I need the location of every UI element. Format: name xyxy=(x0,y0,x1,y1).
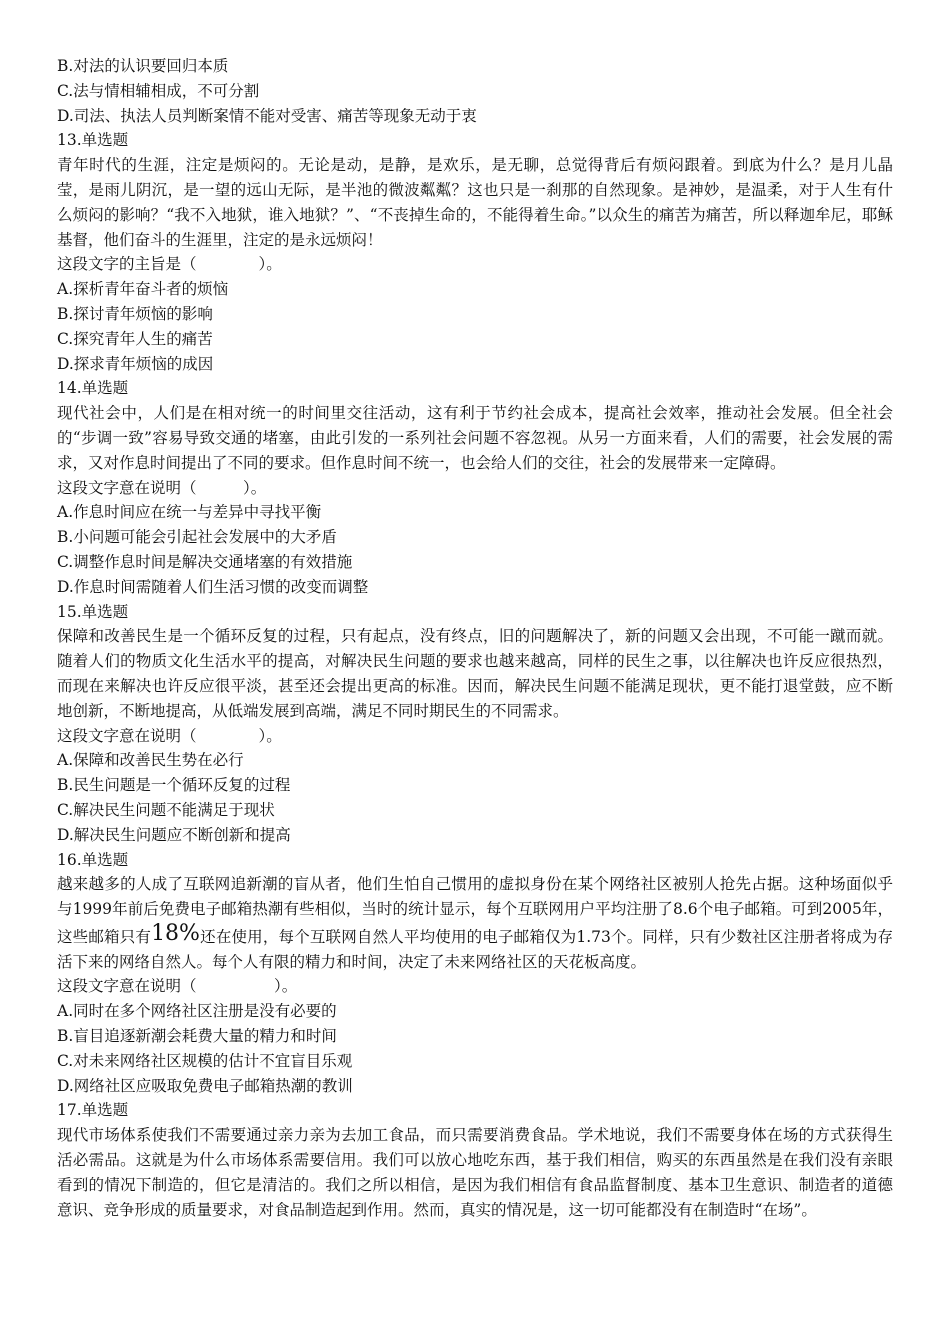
question-16-passage xyxy=(57,872,893,974)
question-15-option-c[interactable]: C.解决民生问题不能满足于现状 xyxy=(57,800,275,819)
question-16-passage-part-a: 越来越多的人成了互联网追新潮的盲从者，他们生怕自己惯用的虚拟身份在某个网络社区被别人抢先占据。这种场面似乎与1999年前后免费电子邮箱热潮有些相似，当时的统计显示，每个互联网用户平均注册了8.6个电子邮箱。可到2005年，这些邮箱只有 xyxy=(57,875,893,946)
question-15-stem: 这段文字意在说明（ ）。 xyxy=(57,726,282,745)
question-13-option-c[interactable]: C.探究青年人生的痛苦 xyxy=(57,329,213,348)
question-16-header: 16.单选题 xyxy=(57,850,129,869)
question-14-option-b[interactable]: B.小问题可能会引起社会发展中的大矛盾 xyxy=(57,528,337,547)
question-15-passage: 保障和改善民生是一个循环反复的过程，只有起点，没有终点，旧的问题解决了，新的问题又会出现，不可能一蹴而就。随着人们的物质文化生活水平的提高，对解决民生问题的要求也越来越高，同样的民生之事，以往解决也许反应很热烈，而现在来解决也许反应很平淡，甚至还会提出更高的标准。因而，解决民生问题不能满足现状，更不能打退堂鼓，应不断地创新，不断地提高，从低端发展到高端，满足不同时期民生的不同需求。 xyxy=(57,627,893,720)
question-14-passage: 现代社会中，人们是在相对统一的时间里交往活动，这有利于节约社会成本，提高社会效率，推动社会发展。但全社会的“步调一致”容易导致交通的堵塞，由此引发的一系列社会问题不容忽视。从另一方面来看，人们的需要，社会发展的需求，又对作息时间提出了不同的要求。但作息时间不统一，也会给人们的交往，社会的发展带来一定障碍。 xyxy=(57,404,893,472)
option-d-prev: D.司法、执法人员判断案情不能对受害、痛苦等现象无动于衷 xyxy=(57,106,477,125)
question-14-option-d[interactable]: D.作息时间需随着人们生活习惯的改变而调整 xyxy=(57,577,369,596)
question-13-option-b[interactable]: B.探讨青年烦恼的影响 xyxy=(57,304,213,323)
option-b-prev: B.对法的认识要回归本质 xyxy=(57,57,229,75)
question-17-passage: 现代市场体系使我们不需要通过亲力亲为去加工食品，而只需要消费食品。学术地说，我们不需要身体在场的方式获得生活必需品。这就是为什么市场体系需要信用。我们可以放心地吃东西，基于我们相信，购买的东西虽然是在我们没有亲眼看到的情况下制造的，但它是清洁的。我们之所以相信，是因为我们相信有食品监督制度、基本卫生意识、制造者的道德意识、竞争形成的质量要求，对食品制造起到作用。然而，真实的情况是，这一切可能都没有在制造时“在场”。 xyxy=(57,1126,893,1219)
question-14-option-a[interactable]: A.作息时间应在统一与差异中寻找平衡 xyxy=(57,503,322,522)
question-15-option-b[interactable]: B.民生问题是一个循环反复的过程 xyxy=(57,776,291,795)
question-13-header: 13.单选题 xyxy=(57,131,129,150)
question-16-option-b[interactable]: B.盲目追逐新潮会耗费大量的精力和时间 xyxy=(57,1027,337,1046)
question-13-passage: 青年时代的生涯，注定是烦闷的。无论是动，是静，是欢乐，是无聊，总觉得背后有烦闷跟着。到底为什么？是月儿晶莹，是雨儿阴沉，是一望的远山无际，是半池的微波粼粼？这也只是一刹那的自然现象。是神妙，是温柔，对于人生有什么烦闷的影响？“我不入地狱，谁入地狱？”、“不丧掉生命的，不能得着生命。”以众生的痛苦为痛苦，所以释迦牟尼，耶稣基督，他们奋斗的生涯里，注定的是永远烦闷！ xyxy=(57,156,893,249)
question-16-option-d[interactable]: D.网络社区应吸取免费电子邮箱热潮的教训 xyxy=(57,1076,353,1095)
question-15-header: 15.单选题 xyxy=(57,602,129,621)
question-13-option-d[interactable]: D.探求青年烦恼的成因 xyxy=(57,354,214,373)
question-16-stem: 这段文字意在说明（ ）。 xyxy=(57,977,298,996)
question-14-option-c[interactable]: C.调整作息时间是解决交通堵塞的有效措施 xyxy=(57,552,353,571)
question-15-option-d[interactable]: D.解决民生问题应不断创新和提高 xyxy=(57,825,291,844)
question-13-stem: 这段文字的主旨是（ ）。 xyxy=(57,255,282,274)
document-page xyxy=(57,54,893,1222)
question-16-option-c[interactable]: C.对未来网络社区规模的估计不宜盲目乐观 xyxy=(57,1051,353,1070)
question-14-stem: 这段文字意在说明（ ）。 xyxy=(57,478,267,497)
question-16-percentage: 18% xyxy=(151,920,200,946)
question-17-header: 17.单选题 xyxy=(57,1101,129,1120)
question-13-option-a[interactable]: A.探析青年奋斗者的烦恼 xyxy=(57,280,229,299)
option-c-prev: C.法与情相辅相成，不可分割 xyxy=(57,81,260,100)
question-16-passage-part-b: 还在使用，每个互联网自然人平均使用的电子邮箱仅为1.73个。同样，只有少数社区注册者将成为存活下来的网络自然人。每个人有限的精力和时间，决定了未来网络社区的天花板高度。 xyxy=(57,927,893,971)
question-15-option-a[interactable]: A.保障和改善民生势在必行 xyxy=(57,751,244,770)
question-16-option-a[interactable]: A.同时在多个网络社区注册是没有必要的 xyxy=(57,1002,337,1021)
question-14-header: 14.单选题 xyxy=(57,379,129,398)
